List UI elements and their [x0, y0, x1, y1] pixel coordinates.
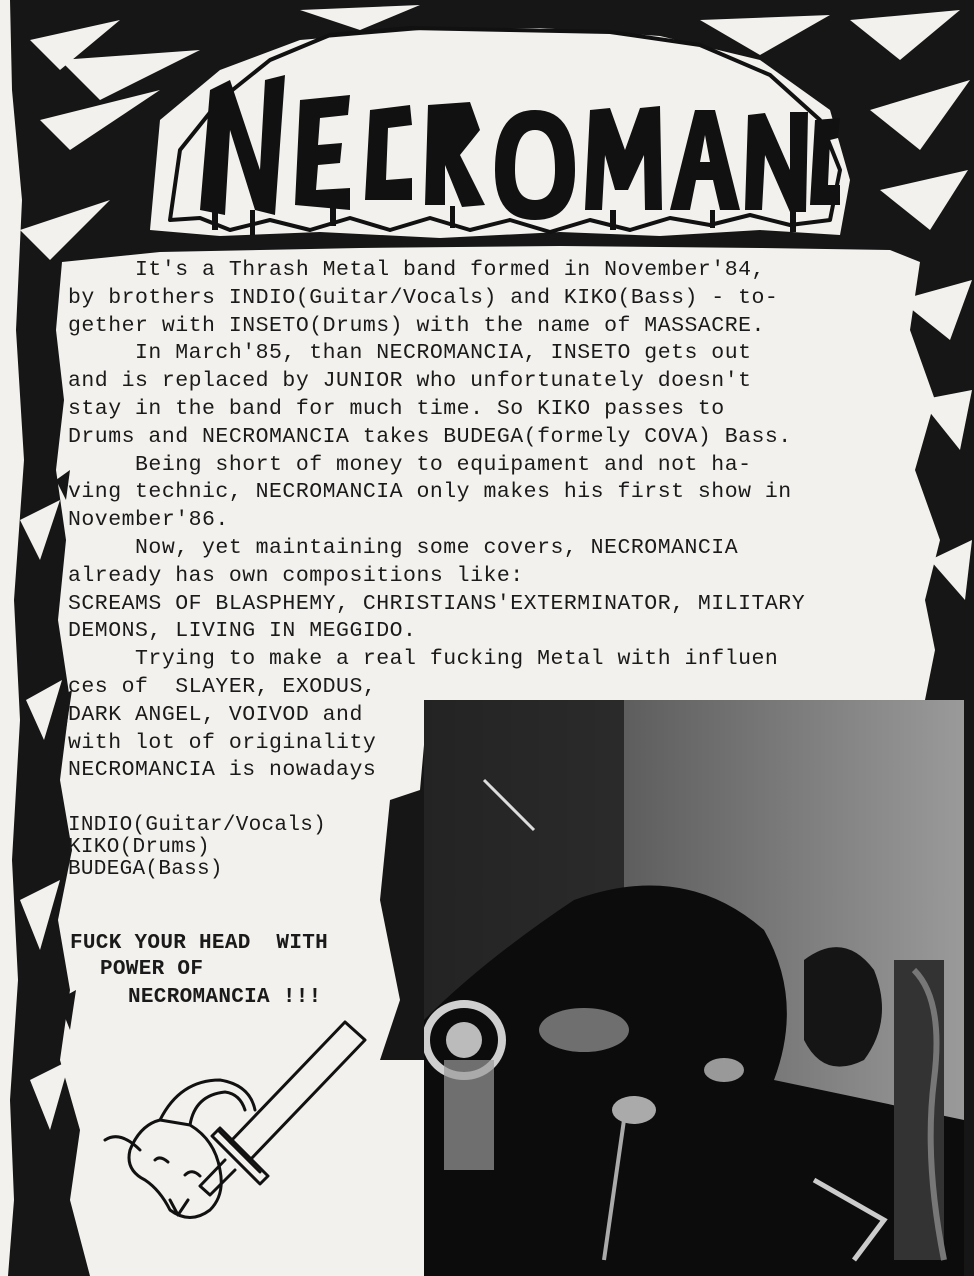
text-line: ces of SLAYER, EXODUS,: [68, 674, 377, 699]
text-line: November'86.: [68, 508, 229, 533]
text-line: Trying to make a real fucking Metal with influen: [68, 647, 779, 672]
text-line: stay in the band for much time. So KIKO passes to: [68, 396, 725, 421]
band-live-photo: [424, 700, 964, 1276]
text-line: and is replaced by JUNIOR who unfortunately doesn't: [68, 369, 752, 394]
text-line: ving technic, NECROMANCIA only makes his first show in: [68, 480, 792, 505]
text-line: In March'85, than NECROMANCIA, INSETO gets out: [68, 341, 752, 366]
member-kiko: KIKO(Drums): [68, 836, 210, 859]
text-line: gether with INSETO(Drums) with the name of MASSACRE.: [68, 313, 765, 338]
text-line: Now, yet maintaining some covers, NECROMANCIA: [68, 535, 739, 560]
slogan-line-3: NECROMANCIA !!!: [128, 986, 322, 1009]
text-line: DEMONS, LIVING IN MEGGIDO.: [68, 619, 417, 644]
text-line: SCREAMS OF BLASPHEMY, CHRISTIANS'EXTERMINATOR, MILITARY: [68, 591, 806, 616]
slogan-line-1: FUCK YOUR HEAD WITH: [70, 932, 329, 955]
member-indio: INDIO(Guitar/Vocals): [68, 814, 327, 837]
text-line: by brothers INDIO(Guitar/Vocals) and KIKO(Bass) - to-: [68, 285, 779, 310]
text-line: with lot of originality: [68, 730, 377, 755]
goat-skull-sword-icon: [100, 1010, 400, 1250]
member-budega: BUDEGA(Bass): [68, 858, 223, 881]
text-line: It's a Thrash Metal band formed in November'84,: [68, 258, 765, 282]
band-logo: [150, 20, 850, 240]
slogan-line-2: POWER OF: [100, 958, 204, 981]
text-line: Drums and NECROMANCIA takes BUDEGA(formely COVA) Bass.: [68, 424, 792, 449]
text-line: Being short of money to equipament and not ha-: [68, 452, 752, 477]
text-line: DARK ANGEL, VOIVOD and: [68, 702, 363, 727]
text-line: NECROMANCIA is nowadays: [68, 758, 377, 783]
text-line: already has own compositions like:: [68, 563, 524, 588]
